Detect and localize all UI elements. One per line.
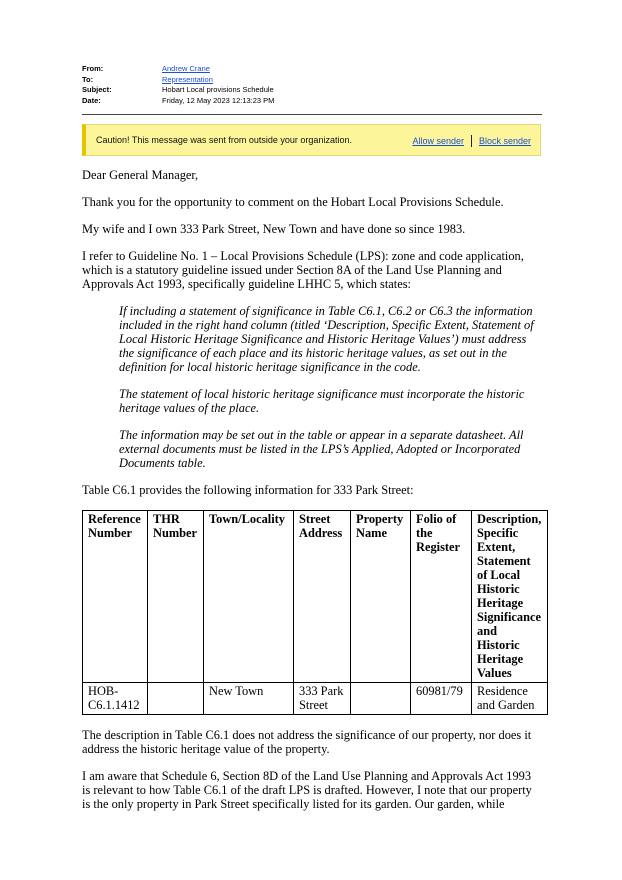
salutation: Dear General Manager, — [82, 168, 199, 182]
paragraph-table-intro: Table C6.1 provides the following information for 333 Park Street: — [82, 483, 414, 497]
letter-body — [82, 168, 542, 824]
block-sender-link[interactable]: Block sender — [478, 136, 531, 146]
allow-sender-link[interactable]: Allow sender — [412, 136, 464, 146]
paragraph-ownership: My wife and I own 333 Park Street, New Town and have done so since 1983. — [82, 222, 466, 236]
quote-paragraph-2: The statement of local historic heritage significance must incorporate the historic heritage values of the place. — [119, 387, 525, 415]
subject-value: Hobart Local provisions Schedule — [162, 85, 274, 94]
cell-reference-number: HOB-C6.1.1412 — [83, 683, 148, 715]
guideline-quote — [119, 304, 542, 470]
cell-folio: 60981/79 — [411, 683, 472, 715]
from-label: From: — [82, 64, 104, 73]
caution-separator — [471, 135, 472, 147]
table-header-row — [83, 511, 548, 683]
header-town-locality: Town/Locality — [204, 511, 294, 683]
caution-banner — [82, 124, 541, 156]
subject-label: Subject: — [82, 85, 112, 94]
header-folio: Folio of the Register — [411, 511, 472, 683]
quote-paragraph-3: The information may be set out in the table or appear in a separate datasheet. All external documents must be listed in the LPS’s Applied, Adopted or Incorporated Documents table. — [119, 428, 524, 470]
paragraph-thanks: Thank you for the opportunity to comment on the Hobart Local Provisions Schedule. — [82, 195, 504, 209]
to-link[interactable]: Representation — [162, 74, 213, 84]
cell-street-address: 333 Park Street — [294, 683, 351, 715]
header-property-name: Property Name — [351, 511, 411, 683]
header-thr-number: THR Number — [148, 511, 204, 683]
table-row — [83, 683, 548, 715]
paragraph-schedule-6: I am aware that Schedule 6, Section 8D of the Land Use Planning and Approvals Act 1993 is relevant to how Table C6.1 of the draft LPS is drafted. However, I note that our property is the only property in Park Street specifically listed for its garden. Our garden, while — [82, 769, 532, 811]
cell-property-name — [351, 683, 411, 715]
header-street-address: Street Address — [294, 511, 351, 683]
date-label: Date: — [82, 95, 101, 105]
cell-description: Residence and Garden — [472, 683, 548, 715]
paragraph-description-issue: The description in Table C6.1 does not address the significance of our property, nor does it address the historic heritage value of the property. — [82, 728, 532, 756]
header-description: Description, Specific Extent, Statement of Local Historic Heritage Significance and Historic Heritage Values — [472, 511, 548, 683]
email-header — [82, 64, 274, 106]
caution-text: Caution! This message was sent from outside your organization. — [96, 135, 352, 145]
subject-row — [82, 85, 274, 96]
quote-paragraph-1: If including a statement of significance in Table C6.1, C6.2 or C6.3 the information included in the right hand column (titled ‘Description, Specific Extent, Statement of Local Historic Heritage Significance and Historic Heritage Values’) must address the significance of each place and its historic heritage values, as set out in the definition for local historic heritage significance in the code. — [119, 304, 534, 374]
to-row — [82, 75, 274, 86]
cell-thr-number — [148, 683, 204, 715]
header-divider — [82, 114, 542, 115]
date-value: Friday, 12 May 2023 12:13:23 PM — [162, 95, 275, 105]
paragraph-guideline: I refer to Guideline No. 1 – Local Provisions Schedule (LPS): zone and code application, which is a statutory guideline issued under Section 8A of the Land Use Planning and Approvals Act 1993, specifically guideline LHHC 5, which states: — [82, 249, 524, 291]
from-link[interactable]: Andrew Crane — [162, 64, 210, 73]
from-row — [82, 64, 274, 75]
header-reference-number: Reference Number — [83, 511, 148, 683]
heritage-table — [82, 510, 548, 715]
cell-town-locality: New Town — [204, 683, 294, 715]
to-label: To: — [82, 74, 94, 84]
caution-actions — [412, 135, 531, 147]
date-row — [82, 96, 274, 107]
